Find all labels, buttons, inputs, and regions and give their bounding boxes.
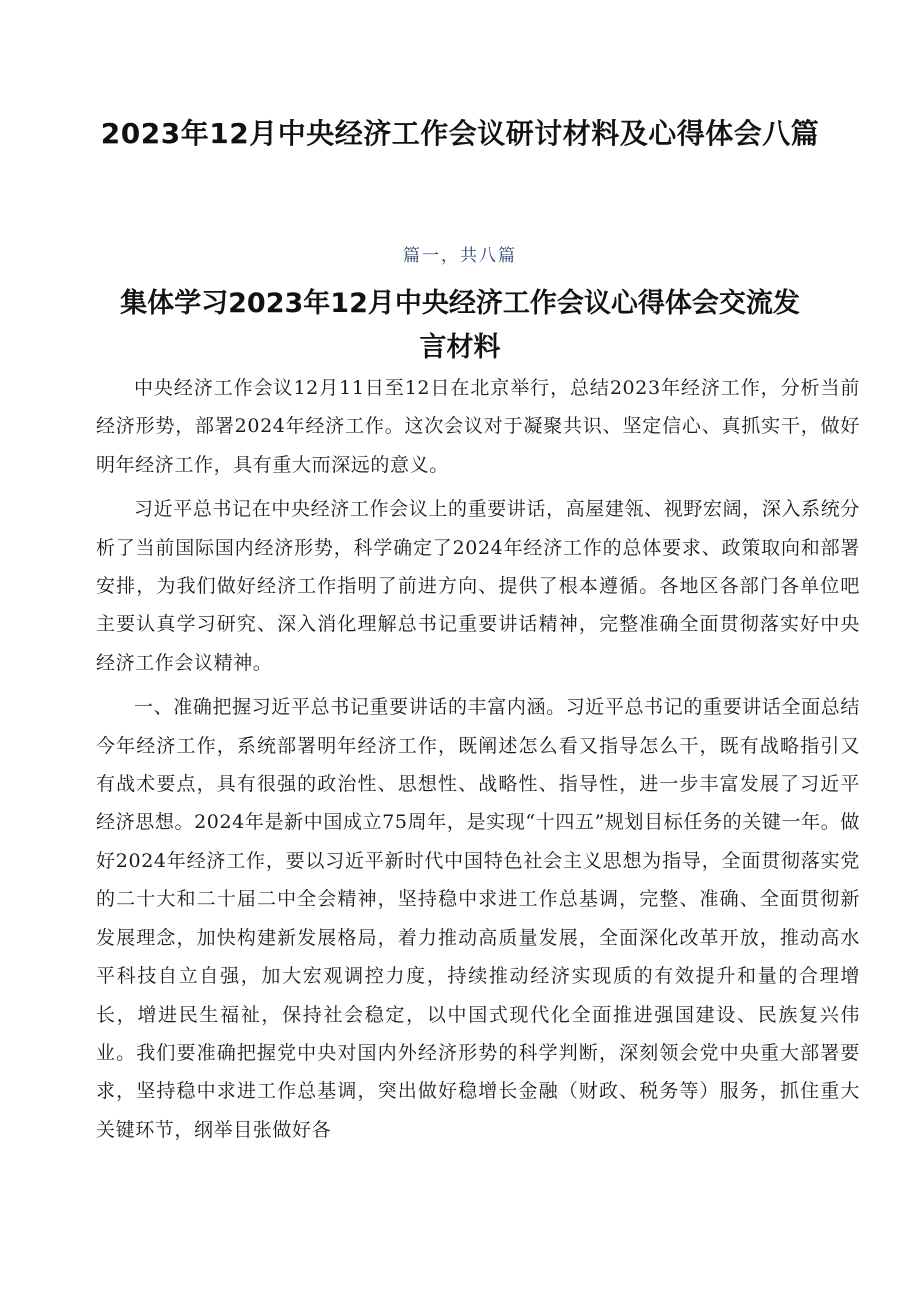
article-body	[96, 369, 860, 1155]
paragraph-2: 习近平总书记在中央经济工作会议上的重要讲话，高屋建瓴、视野宏阔，深入系统分析了当前国际国内经济形势，科学确定了2024年经济工作的总体要求、政策取向和部署安排，为我们做好经济工作指明了前进方向、提供了根本遵循。各地区各部门各单位吧主要认真学习研究、深入消化理解总书记重要讲话精神，完整准确全面贯彻落实好中央经济工作会议精神。	[96, 498, 860, 674]
paragraph-1: 中央经济工作会议12月11日至12日在北京举行，总结2023年经济工作，分析当前经济形势，部署2024年经济工作。这次会议对于凝聚共识、坚定信心、真抓实干，做好明年经济工作，具有重大而深远的意义。	[96, 377, 860, 476]
article-title: 集体学习2023年12月中央经济工作会议心得体会交流发言材料	[120, 288, 800, 363]
document-title: 2023年12月中央经济工作会议研讨材料及心得体会八篇	[100, 117, 820, 150]
paragraph-3: 一、准确把握习近平总书记重要讲话的丰富内涵。习近平总书记的重要讲话全面总结今年经济工作，系统部署明年经济工作，既阐述怎么看又指导怎么干，既有战略指引又有战术要点，具有很强的政治性、思想性、战略性、指导性，进一步丰富发展了习近平经济思想。2024年是新中国成立75周年，是实现“十四五”规划目标任务的关键一年。做好2024年经济工作，要以习近平新时代中国特色社会主义思想为指导，全面贯彻落实党的二十大和二十届二中全会精神，坚持稳中求进工作总基调，完整、准确、全面贯彻新发展理念，加快构建新发展格局，着力推动高质量发展，全面深化改革开放，推动高水平科技自立自强，加大宏观调控力度，持续推动经济实现质的有效提升和量的合理增长，增进民生福祉，保持社会稳定，以中国式现代化全面推进强国建设、民族复兴伟业。我们要准确把握党中央对国内外经济形势的科学判断，深刻领会党中央重大部署要求，坚持稳中求进工作总基调，突出做好稳增长金融（财政、税务等）服务，抓住重大关键环节，纲举目张做好各	[96, 696, 860, 1141]
section-label: 篇一，共八篇	[403, 246, 517, 266]
